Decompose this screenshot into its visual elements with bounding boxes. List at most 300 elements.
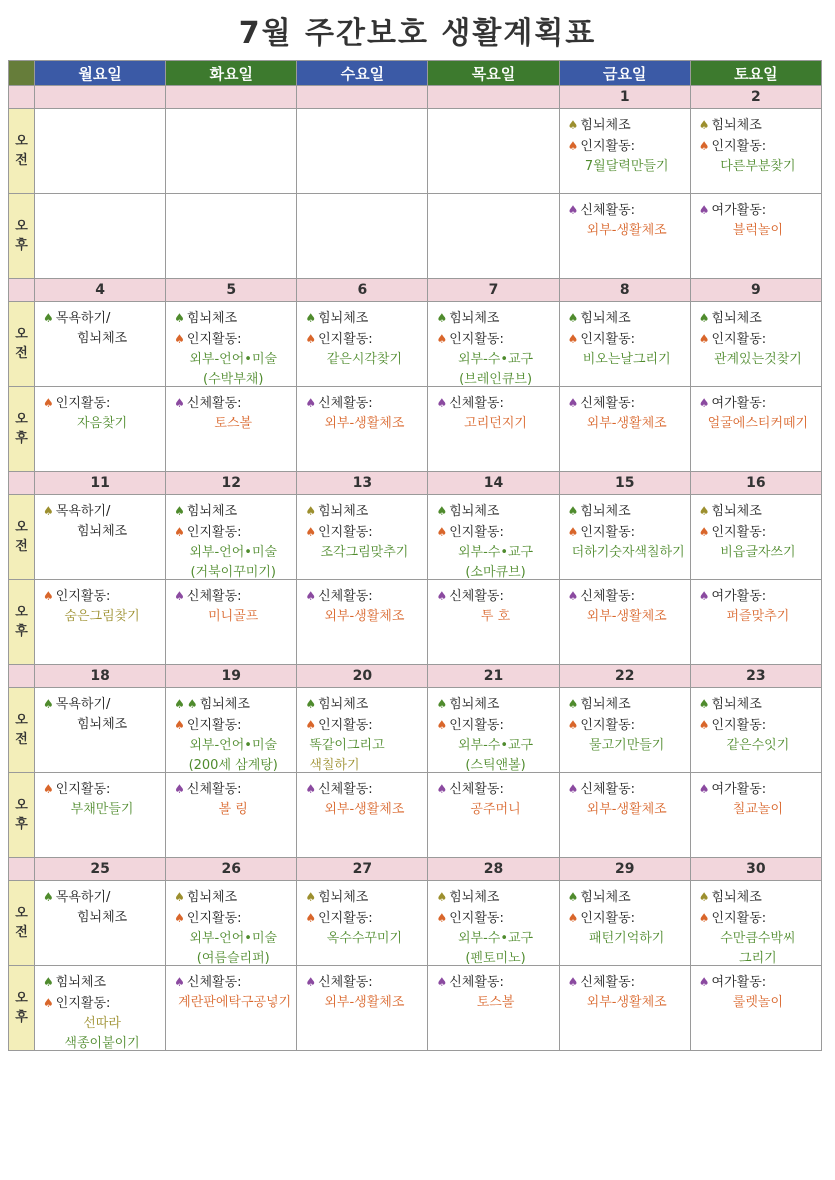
activity-line (174, 908, 292, 929)
activity-line (436, 522, 554, 543)
date-number: 20 (297, 665, 428, 688)
activity-detail: 외부-수•교구 (457, 931, 534, 946)
date-number: 13 (297, 472, 428, 495)
activity-label: 힘뇌체조 (711, 504, 762, 519)
activity-label: 인지활동: (55, 589, 111, 604)
activity-line (568, 586, 686, 607)
activity-line (174, 329, 292, 350)
spade-icon: ♠ (567, 890, 579, 904)
activity-label: 인지활동: (318, 332, 373, 347)
schedule-cell (297, 966, 428, 1051)
activity-line (174, 522, 292, 543)
activity-line (568, 200, 686, 221)
schedule-cell (559, 688, 690, 773)
activity-label: 신체활동: (580, 203, 636, 218)
morning-row (9, 881, 822, 966)
activity-detail: 외부-생활체조 (324, 995, 405, 1010)
schedule-cell (35, 966, 166, 1051)
activity-detail: 외부-생활체조 (324, 802, 405, 817)
spade-icon: ♠ (305, 311, 317, 325)
schedule-cell (690, 773, 821, 858)
period-label: 오 전 (9, 109, 35, 194)
spade-icon: ♠ (174, 718, 185, 732)
activity-detail: 외부-생활체조 (586, 609, 667, 624)
activity-line (699, 908, 817, 929)
activity-label: 인지활동: (318, 718, 373, 733)
date-row (9, 858, 822, 881)
activity-label: 인지활동: (711, 139, 767, 154)
activity-line (699, 308, 817, 329)
schedule-cell (35, 302, 166, 387)
activity-line (568, 972, 686, 993)
activity-line (436, 972, 554, 993)
activity-detail: 외부-생활체조 (586, 223, 667, 238)
activity-label: 신체활동: (318, 782, 373, 797)
spade-icon: ♠ (698, 504, 710, 518)
spade-icon: ♠ (698, 697, 710, 711)
activity-label: 힘뇌체조 (449, 311, 500, 326)
activity-label: 인지활동: (580, 139, 636, 154)
spade-icon: ♠ (174, 311, 185, 325)
activity-label: 힘뇌체조 (711, 697, 762, 712)
activity-label: 신체활동: (186, 396, 242, 411)
activity-detail: 외부-생활체조 (586, 995, 667, 1010)
activity-line (699, 136, 817, 157)
schedule-cell (166, 966, 297, 1051)
activity-detail: 토스볼 (214, 416, 253, 431)
spade-icon: ♠ (698, 911, 710, 925)
schedule-cell (428, 580, 559, 665)
activity-label: 인지활동: (449, 911, 504, 926)
afternoon-row (9, 194, 822, 279)
date-number: 5 (166, 279, 297, 302)
activity-label: 인지활동: (186, 911, 242, 926)
activity-line (436, 393, 554, 414)
spade-icon: ♠ (567, 697, 579, 711)
activity-label: 힘뇌체조 (186, 311, 238, 326)
spade-icon: ♠ (436, 890, 448, 904)
period-label: 오 후 (9, 966, 35, 1051)
date-number: 26 (166, 858, 297, 881)
spade-icon: ♠ (305, 697, 317, 711)
activity-label: 인지활동: (580, 332, 636, 347)
activity-detail: 외부-언어•미술 (189, 352, 278, 367)
activity-label: 인지활동: (711, 718, 767, 733)
activity-line (305, 329, 423, 350)
date-number: 6 (297, 279, 428, 302)
activity-label: 힘뇌체조 (318, 697, 369, 712)
activity-line (699, 329, 817, 350)
spade-icon: ♠ (567, 396, 579, 410)
activity-line (699, 972, 817, 993)
spade-icon: ♠ (186, 697, 198, 711)
activity-label: 여가활동: (711, 396, 767, 411)
activity-detail: 토스볼 (476, 995, 515, 1010)
activity-line (568, 136, 686, 157)
activity-detail: 얼굴에스티커떼기 (707, 416, 809, 431)
spade-icon: ♠ (567, 718, 579, 732)
schedule-cell (297, 109, 428, 194)
schedule-cell (166, 688, 297, 773)
date-row (9, 665, 822, 688)
activity-line (699, 715, 817, 736)
spade-icon: ♠ (174, 975, 185, 989)
activity-label: 힘뇌체조 (580, 311, 631, 326)
schedule-cell (297, 688, 428, 773)
activity-label: 인지활동: (186, 332, 242, 347)
schedule-cell (690, 109, 821, 194)
activity-line (174, 393, 292, 414)
activity-label: 인지활동: (55, 782, 111, 797)
morning-row (9, 109, 822, 194)
activity-detail: 색칠하기 (309, 758, 360, 773)
weekday-header: 수요일 (297, 61, 428, 86)
activity-label: 신체활동: (580, 782, 636, 797)
activity-detail: (스틱앤볼) (465, 758, 526, 773)
activity-detail: 룰렛놀이 (732, 995, 783, 1010)
spade-icon: ♠ (174, 697, 185, 711)
schedule-cell (559, 495, 690, 580)
schedule-cell (166, 495, 297, 580)
activity-line (436, 694, 554, 715)
spade-icon: ♠ (698, 718, 710, 732)
activity-detail: 색종이붙이기 (64, 1036, 140, 1051)
spade-icon: ♠ (567, 782, 579, 796)
weekday-header: 화요일 (166, 61, 297, 86)
activity-label: 힘뇌체조 (449, 697, 500, 712)
spade-icon: ♠ (436, 782, 448, 796)
activity-line (436, 329, 554, 350)
activity-label: 인지활동: (186, 525, 242, 540)
activity-label: 목욕하기/ (55, 697, 111, 712)
morning-row (9, 302, 822, 387)
activity-detail: 힘뇌체조 (76, 524, 128, 539)
activity-label: 목욕하기/ (55, 890, 111, 905)
activity-label: 신체활동: (318, 396, 373, 411)
activity-label: 여가활동: (711, 975, 767, 990)
activity-line (174, 694, 292, 715)
activity-line (305, 715, 423, 736)
spade-icon: ♠ (698, 890, 710, 904)
spade-icon: ♠ (174, 890, 185, 904)
spade-icon: ♠ (698, 975, 710, 989)
schedule-cell (428, 302, 559, 387)
activity-label: 힘뇌체조 (580, 118, 631, 133)
activity-detail: 외부-생활체조 (586, 802, 667, 817)
activity-detail: (수박부채) (203, 372, 264, 387)
activity-label: 힘뇌체조 (318, 504, 369, 519)
schedule-cell (690, 688, 821, 773)
spade-icon: ♠ (567, 139, 579, 153)
activity-line (699, 115, 817, 136)
activity-line (699, 694, 817, 715)
activity-detail: 미니골프 (208, 609, 259, 624)
date-row-corner (9, 858, 35, 881)
activity-line (699, 501, 817, 522)
spade-icon: ♠ (43, 996, 54, 1010)
activity-line (43, 393, 161, 414)
activity-detail: 외부-수•교구 (457, 352, 534, 367)
spade-icon: ♠ (698, 332, 710, 346)
activity-line (436, 908, 554, 929)
spade-icon: ♠ (305, 718, 317, 732)
spade-icon: ♠ (698, 203, 710, 217)
activity-label: 인지활동: (580, 911, 636, 926)
schedule-cell (297, 302, 428, 387)
activity-line (174, 501, 292, 522)
activity-line (568, 779, 686, 800)
activity-line (699, 522, 817, 543)
date-number: 2 (690, 86, 821, 109)
activity-detail: 같은수잇기 (726, 738, 790, 753)
activity-label: 힘뇌체조 (55, 975, 106, 990)
activity-line (436, 501, 554, 522)
activity-label: 신체활동: (580, 396, 636, 411)
schedule-cell (35, 580, 166, 665)
activity-detail: 외부-언어•미술 (189, 545, 278, 560)
spade-icon: ♠ (436, 911, 448, 925)
activity-label: 신체활동: (449, 975, 504, 990)
spade-icon: ♠ (43, 782, 54, 796)
period-label: 오 전 (9, 688, 35, 773)
activity-label: 힘뇌체조 (186, 504, 238, 519)
schedule-cell (559, 302, 690, 387)
date-number: 15 (559, 472, 690, 495)
activity-line (174, 972, 292, 993)
spade-icon: ♠ (305, 396, 317, 410)
activity-detail: 칠교놀이 (732, 802, 783, 817)
activity-label: 인지활동: (318, 911, 373, 926)
activity-line (568, 501, 686, 522)
activity-label: 힘뇌체조 (711, 118, 762, 133)
activity-label: 신체활동: (580, 589, 636, 604)
spade-icon: ♠ (698, 525, 710, 539)
weekly-schedule-table (8, 60, 822, 1051)
activity-detail: 조각그림맞추기 (320, 545, 409, 560)
activity-line (305, 887, 423, 908)
activity-label: 신체활동: (186, 975, 242, 990)
activity-detail: (여름슬리퍼) (196, 951, 270, 966)
spade-icon: ♠ (305, 504, 317, 518)
date-number: 4 (35, 279, 166, 302)
activity-label: 여가활동: (711, 589, 767, 604)
page-title: 7월 주간보호 생활계획표 (238, 16, 597, 51)
activity-detail: 힘뇌체조 (76, 910, 128, 925)
activity-line (305, 501, 423, 522)
activity-label: 힘뇌체조 (318, 890, 369, 905)
spade-icon: ♠ (698, 311, 710, 325)
period-label: 오 전 (9, 881, 35, 966)
spade-icon: ♠ (436, 697, 448, 711)
activity-label: 힘뇌체조 (711, 311, 762, 326)
schedule-cell (428, 387, 559, 472)
spade-icon: ♠ (567, 311, 579, 325)
activity-line (568, 887, 686, 908)
activity-line (43, 694, 161, 715)
schedule-cell (428, 966, 559, 1051)
date-number: 9 (690, 279, 821, 302)
date-number (297, 86, 428, 109)
date-row (9, 86, 822, 109)
activity-detail: (거북이꾸미기) (190, 565, 276, 580)
schedule-cell (428, 194, 559, 279)
activity-label: 인지활동: (711, 911, 767, 926)
date-number (428, 86, 559, 109)
date-number: 1 (559, 86, 690, 109)
activity-detail: 관계있는것찾기 (713, 352, 802, 367)
schedule-cell (559, 773, 690, 858)
spade-icon: ♠ (305, 911, 317, 925)
activity-detail: (펜토미노) (465, 951, 526, 966)
date-number: 8 (559, 279, 690, 302)
activity-detail: 똑같이그리고 (309, 738, 385, 753)
morning-row (9, 495, 822, 580)
date-number: 29 (559, 858, 690, 881)
activity-detail: 퍼즐맞추기 (726, 609, 790, 624)
spade-icon: ♠ (567, 332, 579, 346)
date-number: 18 (35, 665, 166, 688)
activity-label: 힘뇌체조 (580, 890, 631, 905)
activity-detail: 공주머니 (470, 802, 521, 817)
activity-detail: 물고기만들기 (589, 738, 665, 753)
spade-icon: ♠ (305, 525, 317, 539)
spade-icon: ♠ (698, 396, 710, 410)
spade-icon: ♠ (436, 589, 448, 603)
weekday-header: 금요일 (559, 61, 690, 86)
activity-label: 힘뇌체조 (186, 890, 238, 905)
schedule-cell (690, 580, 821, 665)
activity-label: 힘뇌체조 (580, 697, 631, 712)
activity-label: 힘뇌체조 (449, 504, 500, 519)
spade-icon: ♠ (174, 782, 185, 796)
activity-line (305, 694, 423, 715)
header-corner (9, 61, 35, 86)
activity-line (305, 779, 423, 800)
activity-line (568, 308, 686, 329)
schedule-cell (166, 773, 297, 858)
activity-label: 인지활동: (449, 525, 504, 540)
spade-icon: ♠ (174, 589, 185, 603)
schedule-cell (297, 580, 428, 665)
spade-icon: ♠ (698, 118, 710, 132)
schedule-cell (559, 387, 690, 472)
spade-icon: ♠ (436, 311, 448, 325)
activity-detail: 외부-생활체조 (586, 416, 667, 431)
spade-icon: ♠ (567, 118, 579, 132)
date-number: 21 (428, 665, 559, 688)
activity-detail: 부채만들기 (70, 802, 134, 817)
activity-detail: 계란판에탁구공넣기 (178, 995, 292, 1010)
date-number (166, 86, 297, 109)
spade-icon: ♠ (436, 504, 448, 518)
schedule-cell (690, 302, 821, 387)
activity-detail: 숨은그림찾기 (64, 609, 140, 624)
activity-label: 힘뇌체조 (318, 311, 369, 326)
schedule-cell (166, 302, 297, 387)
activity-detail: 블럭놀이 (732, 223, 783, 238)
activity-detail: 외부-생활체조 (324, 416, 405, 431)
activity-line (568, 329, 686, 350)
activity-line (43, 887, 161, 908)
activity-label: 인지활동: (580, 525, 636, 540)
schedule-cell (559, 881, 690, 966)
activity-label: 인지활동: (55, 996, 111, 1011)
schedule-cell (35, 194, 166, 279)
activity-label: 힘뇌체조 (711, 890, 762, 905)
activity-label: 인지활동: (449, 332, 504, 347)
activity-line (568, 715, 686, 736)
date-number: 25 (35, 858, 166, 881)
period-label: 오 후 (9, 773, 35, 858)
period-label: 오 후 (9, 194, 35, 279)
date-number: 16 (690, 472, 821, 495)
schedule-cell (166, 194, 297, 279)
date-number: 11 (35, 472, 166, 495)
activity-line (305, 393, 423, 414)
spade-icon: ♠ (43, 975, 54, 989)
date-number: 23 (690, 665, 821, 688)
spade-icon: ♠ (436, 525, 448, 539)
date-number: 14 (428, 472, 559, 495)
activity-detail: 비오는날그리기 (582, 352, 671, 367)
activity-label: 신체활동: (186, 782, 242, 797)
schedule-cell (35, 773, 166, 858)
activity-label: 힘뇌체조 (199, 697, 250, 712)
activity-detail: (소마큐브) (465, 565, 526, 580)
activity-label: 신체활동: (449, 782, 504, 797)
activity-label: 신체활동: (186, 589, 242, 604)
activity-line (305, 972, 423, 993)
schedule-cell (690, 387, 821, 472)
spade-icon: ♠ (43, 697, 54, 711)
activity-label: 인지활동: (711, 332, 767, 347)
weekday-header: 목요일 (428, 61, 559, 86)
schedule-cell (559, 966, 690, 1051)
spade-icon: ♠ (174, 332, 185, 346)
date-row-corner (9, 665, 35, 688)
spade-icon: ♠ (305, 890, 317, 904)
activity-line (305, 908, 423, 929)
activity-detail: 그리기 (739, 951, 777, 966)
activity-detail: 같은시각찾기 (326, 352, 403, 367)
schedule-cell (166, 387, 297, 472)
afternoon-row (9, 387, 822, 472)
activity-detail: 패턴기억하기 (589, 931, 665, 946)
activity-detail: 외부-생활체조 (324, 609, 405, 624)
activity-label: 여가활동: (711, 782, 767, 797)
activity-detail: 옥수수꾸미기 (326, 931, 403, 946)
activity-label: 신체활동: (318, 589, 373, 604)
activity-line (436, 715, 554, 736)
period-label: 오 전 (9, 302, 35, 387)
activity-detail: 외부-언어•미술 (189, 931, 278, 946)
activity-detail: 수만큼수박씨 (720, 931, 796, 946)
date-number (35, 86, 166, 109)
schedule-cell (297, 773, 428, 858)
date-number: 12 (166, 472, 297, 495)
schedule-cell (428, 881, 559, 966)
activity-label: 신체활동: (318, 975, 373, 990)
activity-label: 힘뇌체조 (449, 890, 500, 905)
schedule-cell (166, 109, 297, 194)
activity-detail: 선따라 (83, 1016, 121, 1031)
afternoon-row (9, 966, 822, 1051)
schedule-cell (559, 194, 690, 279)
schedule-cell (35, 109, 166, 194)
activity-line (174, 308, 292, 329)
spade-icon: ♠ (43, 311, 54, 325)
activity-line (568, 522, 686, 543)
